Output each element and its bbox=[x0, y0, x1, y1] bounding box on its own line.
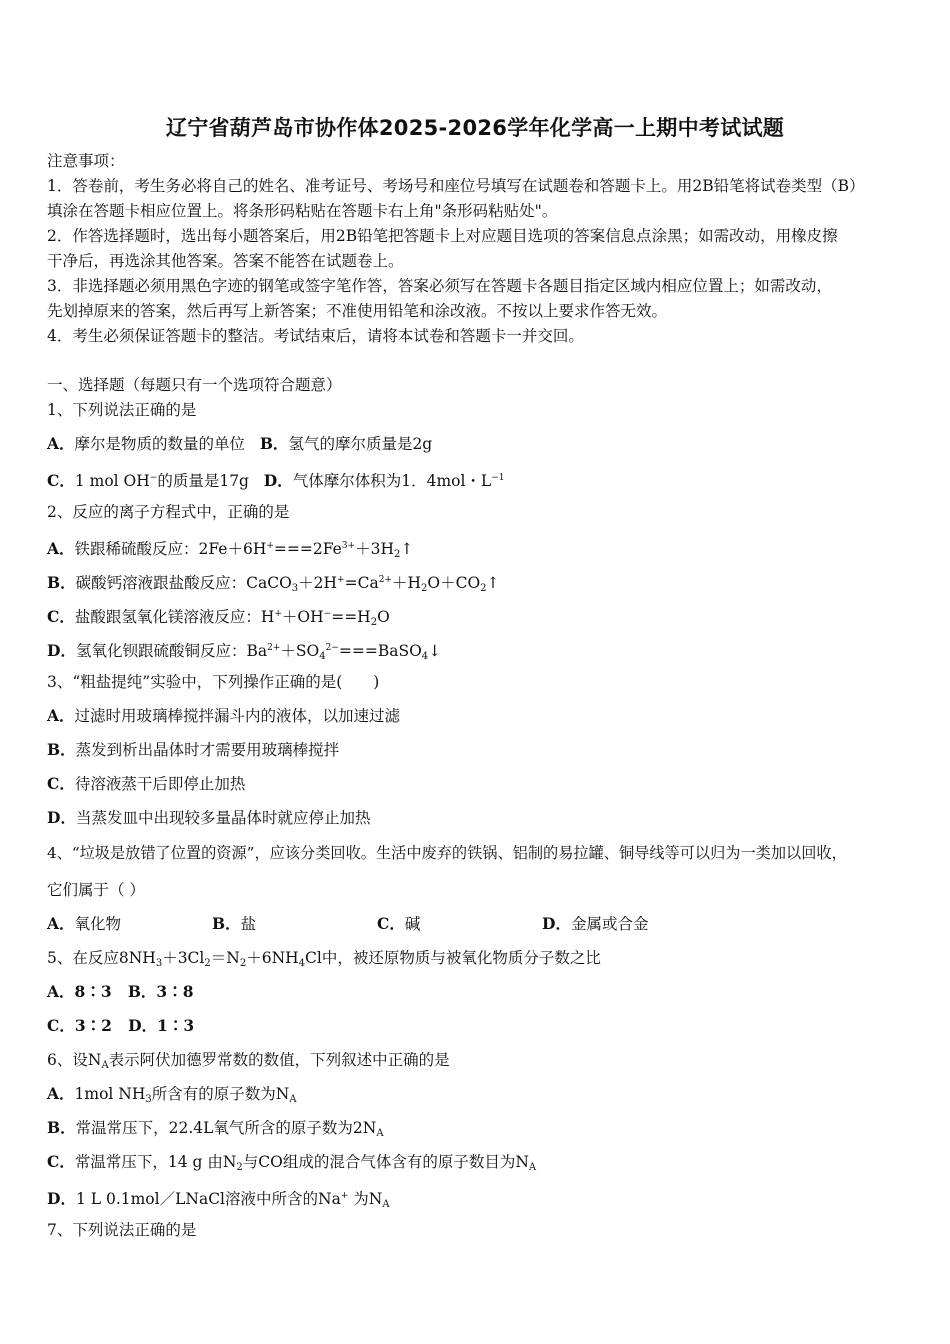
q6-stem bbox=[47, 1050, 907, 1076]
q3-c-label: C． bbox=[47, 774, 75, 793]
q4-a-text: 氧化物 bbox=[74, 915, 122, 933]
q6-stem-2: 表示阿伏加德罗常数的数值，下列叙述中正确的是 bbox=[108, 1051, 450, 1069]
notice-item-2a: 2．作答选择题时，选出每小题答案后，用2B铅笔把答题卡上对应题目选项的答案信息点涂黑；如需改动，用橡皮擦 bbox=[47, 227, 838, 245]
q6-option-b bbox=[47, 1118, 907, 1144]
q1-a-text: 摩尔是物质的数量的单位 bbox=[74, 435, 246, 453]
q2-c-sub3: 2 bbox=[370, 617, 378, 628]
q5-b-text: 3∶8 bbox=[156, 982, 194, 1001]
q3-option-b bbox=[47, 740, 907, 760]
q2-d-sup1: 2+ bbox=[267, 643, 281, 653]
q1-d-sup: −1 bbox=[491, 473, 505, 483]
q5-stem-5: Cl中，被还原物质与被氧化物质分子数之比 bbox=[305, 949, 601, 967]
q4-stem-2: 它们属于（ ） bbox=[47, 881, 145, 899]
q1-d-label: D． bbox=[263, 471, 293, 490]
q3-a-text: 过滤时用玻璃棒搅拌漏斗内的液体，以加速过滤 bbox=[74, 707, 401, 725]
q6-a-sub1: 3 bbox=[145, 1094, 152, 1105]
q2-b-sub4: 2 bbox=[421, 583, 428, 594]
q5-stem-4: ＋6NH bbox=[246, 949, 299, 967]
q6-c-sub1: 2 bbox=[236, 1162, 243, 1173]
q4-option-b bbox=[212, 914, 377, 934]
q5-stem-2: ＋3Cl bbox=[162, 949, 205, 967]
q2-a-4: ↑ bbox=[400, 540, 414, 558]
q4-options bbox=[47, 914, 907, 934]
q3-stem: 3、“粗盐提纯”实验中，下列操作正确的是( ) bbox=[47, 673, 380, 691]
q1-c-label: C． bbox=[47, 471, 75, 490]
q2-b-label: B． bbox=[47, 573, 76, 592]
q2-option-a bbox=[47, 536, 907, 565]
q2-a-1: 铁跟稀硫酸反应：2Fe＋6H bbox=[74, 540, 267, 558]
q3-option-d bbox=[47, 808, 907, 828]
q1-c-sup: − bbox=[149, 473, 158, 483]
q2-b-sub1: 3 bbox=[291, 583, 299, 594]
q2-c-3: ==H bbox=[331, 608, 371, 626]
q6-a-2: 所含有的原子数为N bbox=[151, 1085, 290, 1103]
q4-b-label: B． bbox=[212, 914, 241, 933]
q3-b-text: 蒸发到析出晶体时才需要用玻璃棒搅拌 bbox=[75, 741, 340, 759]
q6-b-sub1: A bbox=[376, 1128, 384, 1139]
q1-options-ab bbox=[47, 434, 907, 454]
q5-options-cd bbox=[47, 1016, 907, 1036]
q2-b-1: 碳酸钙溶液跟盐酸反应：CaCO bbox=[75, 574, 292, 592]
q2-c-sup2: − bbox=[323, 609, 332, 619]
q2-d-2: ＋SO bbox=[280, 642, 320, 660]
q2-d-label: D． bbox=[47, 641, 76, 660]
q3-option-a bbox=[47, 706, 907, 726]
q3-d-label: D． bbox=[47, 808, 76, 827]
q3-d-text: 当蒸发皿中出现较多量晶体时就应停止加热 bbox=[75, 809, 371, 827]
q6-d-2: 为N bbox=[348, 1190, 383, 1208]
q2-b-sub5: 2 bbox=[480, 583, 487, 594]
q2-option-c bbox=[47, 604, 907, 633]
q6-d-label: D． bbox=[47, 1189, 76, 1208]
q2-a-2: ===2Fe bbox=[273, 540, 342, 558]
q5-sub-2: 2 bbox=[204, 958, 211, 969]
q5-a-label: A． bbox=[47, 982, 75, 1001]
q2-c-1: 盐酸跟氢氧化镁溶液反应：H bbox=[74, 608, 275, 626]
q2-a-sup1: + bbox=[266, 541, 274, 551]
q5-c-text: 3∶2 bbox=[74, 1016, 112, 1035]
q1-b-text: 氢气的摩尔质量是2g bbox=[288, 435, 433, 453]
q4-c-label: C． bbox=[377, 914, 405, 933]
q6-d-sup1: + bbox=[340, 1191, 349, 1201]
q1-d-text: 气体摩尔体积为1．4mol・L bbox=[292, 472, 492, 490]
q2-option-d bbox=[47, 638, 907, 667]
q6-option-d bbox=[47, 1186, 907, 1215]
q6-a-1: 1mol NH bbox=[74, 1085, 146, 1103]
notice-heading: 注意事项： bbox=[47, 152, 125, 170]
q2-d-sub2: 4 bbox=[319, 651, 326, 662]
q2-b-sup2: + bbox=[337, 575, 345, 585]
q4-a-label: A． bbox=[47, 914, 75, 933]
q6-c-label: C． bbox=[47, 1152, 75, 1171]
q5-stem-1: 5、在反应8NH bbox=[47, 949, 156, 967]
q5-sub-4: 4 bbox=[298, 958, 306, 969]
q6-c-1: 常温常压下，14 g 由N bbox=[74, 1153, 237, 1171]
notice-item-4: 4．考生必须保证答题卡的整洁。考试结束后，请将本试卷和答题卡一并交回。 bbox=[47, 327, 584, 345]
q5-options-ab bbox=[47, 982, 907, 1002]
q2-c-label: C． bbox=[47, 607, 75, 626]
q4-option-c bbox=[377, 914, 542, 934]
q5-d-label: D． bbox=[128, 1016, 158, 1035]
q3-a-label: A． bbox=[47, 706, 75, 725]
q6-c-2: 与CO组成的混合气体含有的原子数目为N bbox=[242, 1153, 529, 1171]
q6-b-1: 常温常压下，22.4L氧气所含的原子数为2N bbox=[75, 1119, 377, 1137]
q5-c-label: C． bbox=[47, 1016, 75, 1035]
q6-stem-1: 6、设N bbox=[47, 1051, 102, 1069]
notice-item-3b: 先划掉原来的答案，然后再写上新答案；不准使用铅笔和涂改液。不按以上要求作答无效。 bbox=[47, 302, 668, 320]
q2-a-sub3: 2 bbox=[393, 549, 401, 560]
q6-option-c bbox=[47, 1152, 907, 1178]
q6-d-1: 1 L 0.1mol／LNaCl溶液中所含的Na bbox=[75, 1190, 341, 1208]
q5-stem bbox=[47, 948, 907, 974]
q4-c-text: 碱 bbox=[404, 915, 421, 933]
q1-options-cd bbox=[47, 468, 907, 491]
q4-option-a bbox=[47, 914, 212, 934]
notice-item-2b: 干净后，再选涂其他答案。答案不能答在试题卷上。 bbox=[47, 252, 404, 270]
q1-c-text-2: 的质量是17g bbox=[157, 472, 249, 490]
q2-stem: 2、反应的离子方程式中，正确的是 bbox=[47, 503, 290, 521]
q2-d-4: ↓ bbox=[428, 642, 442, 660]
q2-b-3: =Ca bbox=[344, 574, 379, 592]
notice-item-1b: 填涂在答题卡相应位置上。将条形码粘贴在答题卡右上角"条形码粘贴处"。 bbox=[47, 202, 558, 220]
q6-stem-sub: A bbox=[101, 1060, 109, 1071]
q2-b-5: O＋CO bbox=[427, 574, 481, 592]
q4-d-label: D． bbox=[542, 914, 571, 933]
q2-b-2: ＋2H bbox=[298, 574, 338, 592]
q2-a-label: A． bbox=[47, 539, 75, 558]
q4-b-text: 盐 bbox=[240, 915, 257, 933]
q6-d-sub2: A bbox=[382, 1199, 390, 1210]
q5-a-text: 8∶3 bbox=[74, 982, 112, 1001]
q5-sub-3: 2 bbox=[239, 958, 247, 969]
q1-stem: 1、下列说法正确的是 bbox=[47, 401, 197, 419]
q1-b-label: B． bbox=[259, 434, 289, 453]
q2-c-4: O bbox=[377, 608, 390, 626]
q4-stem-1: 4、“垃圾是放错了位置的资源”，应该分类回收。生活中废弃的铁锅、铝制的易拉罐、铜导线等可以归为一类加以回收， bbox=[47, 844, 847, 862]
q6-option-a bbox=[47, 1084, 907, 1110]
q3-option-c bbox=[47, 774, 907, 794]
q4-option-d bbox=[542, 914, 648, 934]
q3-c-text: 待溶液蒸干后即停止加热 bbox=[74, 775, 246, 793]
q2-c-2: ＋OH bbox=[281, 608, 324, 626]
q4-d-text: 金属或合金 bbox=[570, 915, 649, 933]
q7-stem: 7、下列说法正确的是 bbox=[47, 1221, 197, 1239]
q6-a-label: A． bbox=[47, 1084, 75, 1103]
notice-item-3a: 3．非选择题必须用黑色字迹的钢笔或签字笔作答，答案必须写在答题卡各题目指定区域内相应位置上；如需改动， bbox=[47, 277, 832, 295]
q3-b-label: B． bbox=[47, 740, 76, 759]
q2-d-1: 氢氧化钡跟硫酸铜反应：Ba bbox=[75, 642, 268, 660]
q2-d-sub3: 4 bbox=[421, 651, 429, 662]
q5-sub-1: 3 bbox=[155, 958, 163, 969]
q5-d-text: 1∶3 bbox=[157, 1016, 195, 1035]
exam-title: 辽宁省葫芦岛市协作体2025-2026学年化学高一上期中考试试题 bbox=[165, 116, 785, 140]
q2-a-sup2: 3+ bbox=[341, 541, 356, 551]
q1-c-text: 1 mol OH bbox=[74, 472, 150, 490]
q2-c-sup1: + bbox=[274, 609, 282, 619]
q2-option-b bbox=[47, 570, 907, 599]
q2-a-3: ＋3H bbox=[355, 540, 394, 558]
q5-stem-3: ＝N bbox=[210, 949, 240, 967]
q5-b-label: B． bbox=[127, 982, 157, 1001]
q6-a-sub2: A bbox=[289, 1094, 297, 1105]
q2-b-6: ↑ bbox=[486, 574, 500, 592]
q2-b-4: ＋H bbox=[391, 574, 421, 592]
notice-item-1a: 1．答卷前，考生务必将自己的姓名、准考证号、考场号和座位号填写在试题卷和答题卡上。用2B铅笔将试卷类型（B） bbox=[47, 177, 865, 195]
q2-b-sup3: 2+ bbox=[378, 575, 392, 585]
q2-d-3: ===BaSO bbox=[338, 642, 422, 660]
q1-a-label: A． bbox=[47, 434, 75, 453]
section-heading: 一、选择题（每题只有一个选项符合题意） bbox=[47, 376, 342, 394]
q2-d-sup2: 2− bbox=[325, 643, 339, 653]
q6-c-sub2: A bbox=[528, 1162, 537, 1173]
q6-b-label: B． bbox=[47, 1118, 76, 1137]
